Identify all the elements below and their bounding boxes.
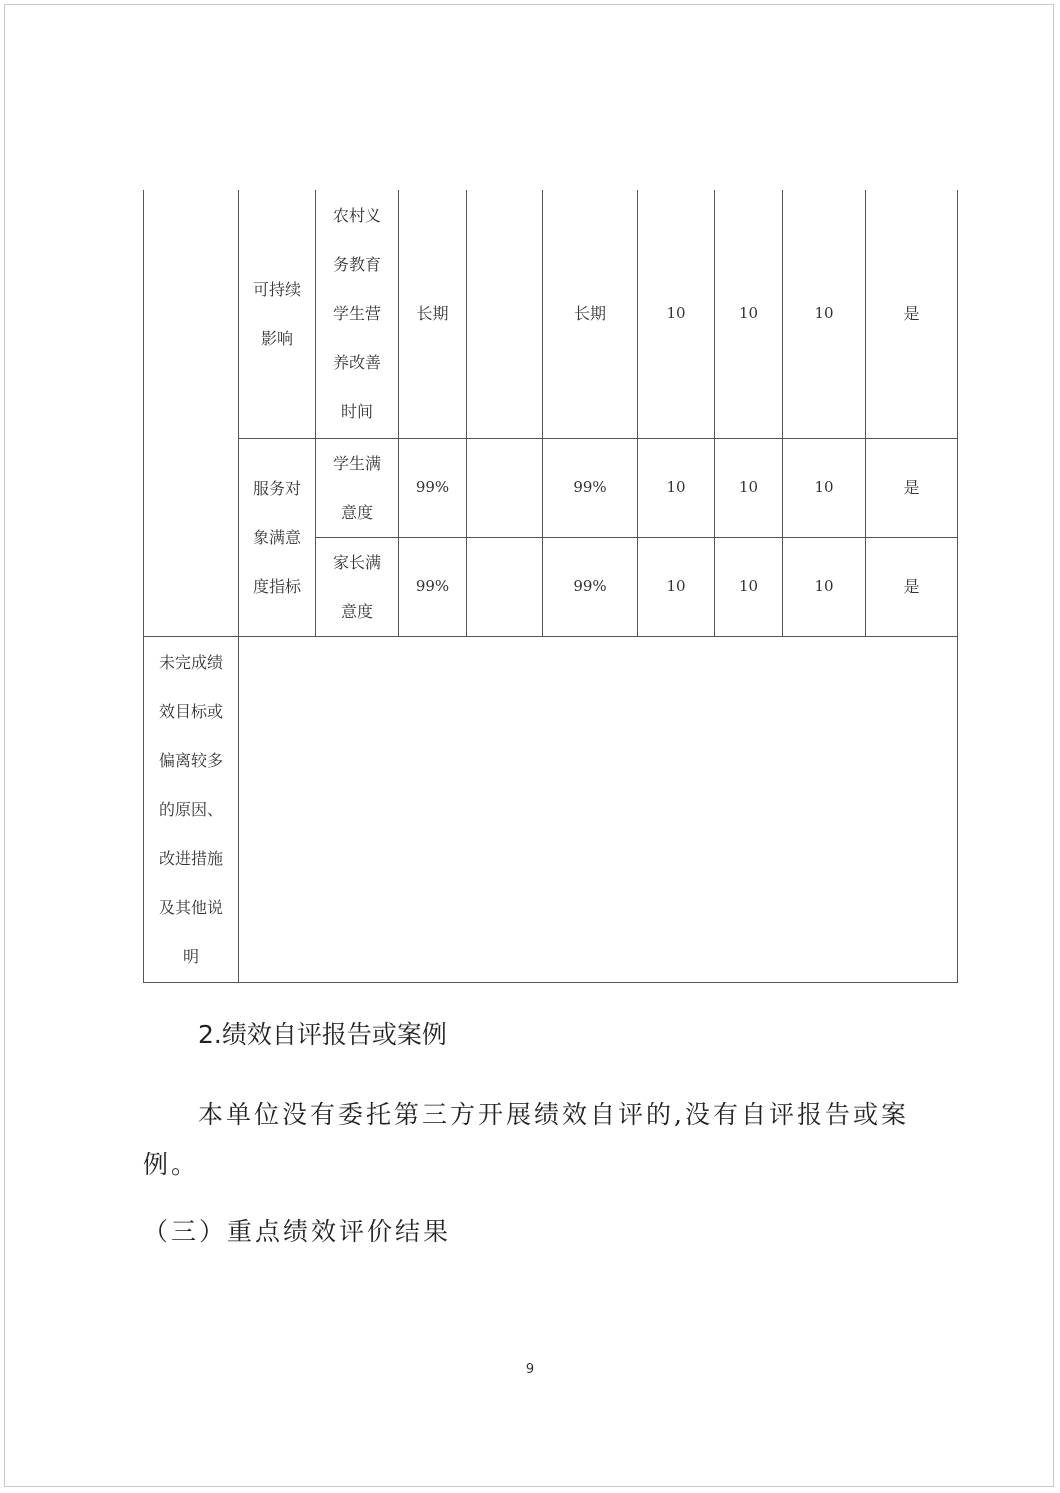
weight-cell: 10 [638, 190, 715, 438]
remarks-row [144, 636, 958, 982]
page-number: 9 [525, 1362, 535, 1377]
section-title: （三）重点绩效评价结果 [143, 1217, 452, 1246]
table-row [144, 190, 958, 438]
blank-cell [467, 537, 543, 636]
score-cell: 10 [715, 190, 783, 438]
final-cell: 10 [783, 537, 866, 636]
empty-top-left-cell [144, 190, 239, 636]
category-cell: 可持续 影响 [239, 190, 316, 438]
score-cell: 10 [715, 438, 783, 537]
subsection-heading: 2.绩效自评报告或案例 [198, 1020, 447, 1049]
actual-cell: 99% [543, 438, 638, 537]
done-cell: 是 [866, 190, 958, 438]
actual-cell: 99% [543, 537, 638, 636]
blank-cell [467, 190, 543, 438]
indicator-cell: 家长满 意度 [316, 537, 399, 636]
remarks-label-cell: 未完成绩 效目标或 偏离较多 的原因、 改进措施 及其他说 明 [144, 636, 239, 982]
table-row [144, 438, 958, 537]
blank-cell [467, 438, 543, 537]
done-cell: 是 [866, 537, 958, 636]
indicator-cell: 学生满 意度 [316, 438, 399, 537]
final-cell: 10 [783, 438, 866, 537]
target-cell: 99% [399, 537, 467, 636]
target-cell: 99% [399, 438, 467, 537]
performance-table [143, 190, 958, 983]
final-cell: 10 [783, 190, 866, 438]
target-cell: 长期 [399, 190, 467, 438]
category-cell: 服务对 象满意 度指标 [239, 438, 316, 636]
score-cell: 10 [715, 537, 783, 636]
indicator-cell: 农村义 务教育 学生营 养改善 时间 [316, 190, 399, 438]
remarks-value-cell [239, 636, 958, 982]
weight-cell: 10 [638, 537, 715, 636]
done-cell: 是 [866, 438, 958, 537]
actual-cell: 长期 [543, 190, 638, 438]
weight-cell: 10 [638, 438, 715, 537]
body-paragraph: 本单位没有委托第三方开展绩效自评的,没有自评报告或案例。 [143, 1100, 909, 1179]
